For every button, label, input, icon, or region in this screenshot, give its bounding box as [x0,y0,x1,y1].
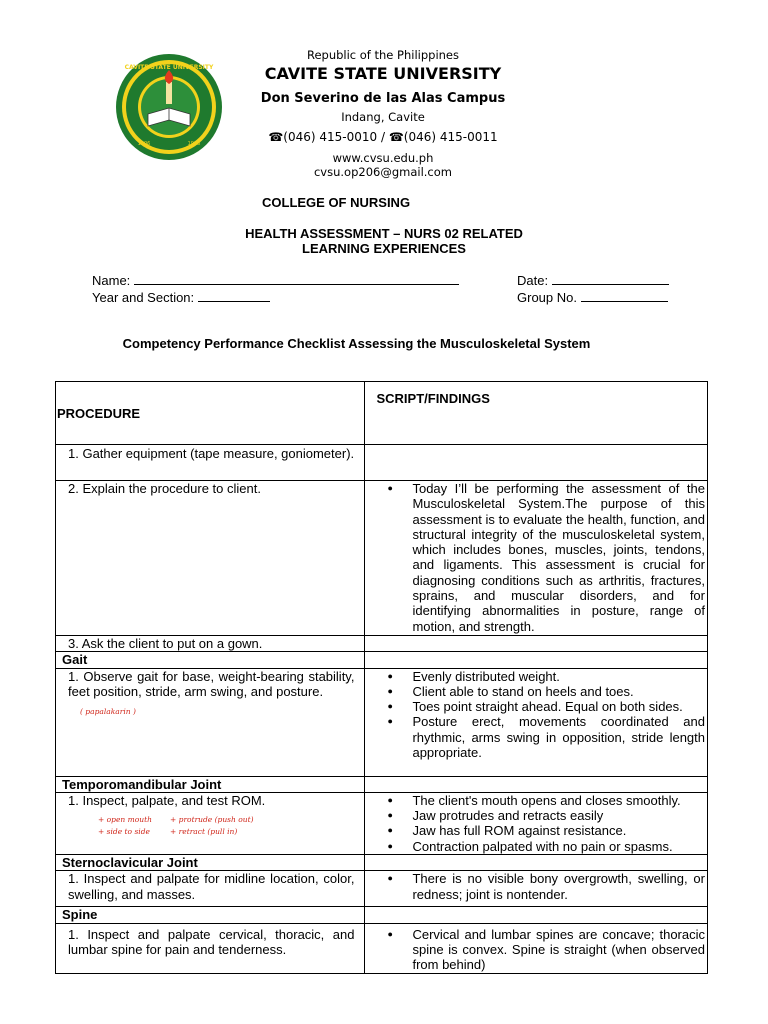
svg-text:CAVITE STATE UNIVERSITY: CAVITE STATE UNIVERSITY [124,64,214,71]
table-row [56,668,708,776]
findings-cell [365,792,708,854]
table-row [56,445,708,481]
finding-item: ● Cervical and lumbar spines are concave; thoracic spine is convex. Spine is straight (when observed from behind) [412,927,705,973]
findings-cell [365,668,708,776]
course-title-line-2: LEARNING EXPERIENCES [302,241,466,256]
section-row [56,907,708,923]
procedure-cell: 2. Explain the procedure to client. [56,481,365,636]
section-row [56,776,708,792]
finding-item: ● Posture erect, movements coordinated and rhythmic, arms swing in opposition, stride length appropriate. [412,714,705,760]
findings-cell [365,871,708,907]
college-name: COLLEGE OF NURSING [262,195,411,210]
date-field [517,272,669,288]
name-input-line[interactable] [134,272,459,285]
section-heading: Spine [56,907,365,923]
handwritten-note: + protrude (push out) [170,815,254,825]
section-heading: Gait [56,652,365,668]
phone-numbers: ☎(046) 415-0010 / ☎(046) 415-0011 [268,130,498,144]
name-label: Name: [92,273,131,288]
checklist-table [55,381,708,974]
header-cell-findings: SCRIPT/FINDINGS [365,382,708,445]
group-field [517,289,668,305]
procedure-cell: 1. Inspect, palpate, and test ROM. + open mouth + side to side + protrude (push out) + retract (pull in) [56,792,365,854]
name-field [92,272,459,288]
year-section-input-line[interactable] [198,289,270,302]
year-section-field [92,289,270,305]
university-name: CAVITE STATE UNIVERSITY [264,64,502,83]
svg-text:1998: 1998 [187,141,201,147]
date-label: Date: [517,273,549,288]
course-title-line-1: HEALTH ASSESSMENT – NURS 02 RELATED [245,226,523,241]
finding-item: ● The client's mouth opens and closes smoothly. [412,793,705,808]
procedure-cell: 3. Ask the client to put on a gown. [56,636,365,652]
campus-name: Don Severino de las Alas Campus [260,91,506,106]
finding-item: ● Jaw has full ROM against resistance. [412,823,705,838]
handwritten-note: + retract (pull in) [170,827,238,837]
website-link[interactable]: www.cvsu.edu.ph [332,151,434,165]
table-row [56,792,708,854]
republic-line: Republic of the Philippines [306,48,460,62]
finding-item: ● Jaw protrudes and retracts easily [412,808,705,823]
finding-item: ● Today I’ll be performing the assessment of the Musculoskeletal System.The purpose of this assessment is to evaluate the health, function, and structural integrity of the musculoskeletal system, which includes bones, muscles, joints, tendons, and ligaments. This assessment is crucial for diagnosing conditions such as arthritis, fractures, sprains, and muscular disorders, and for identifying abnormalities in posture, range of motion, and strength. [412,481,705,634]
section-row [56,652,708,668]
campus-location: Indang, Cavite [341,110,425,124]
finding-item: ● There is no visible bony overgrowth, swelling, or redness; joint is nontender. [412,871,705,902]
table-row [56,871,708,907]
findings-cell [365,636,708,652]
table-row [56,636,708,652]
svg-text:1906: 1906 [137,141,151,147]
year-section-label: Year and Section: [92,290,195,305]
handwritten-note: + side to side [98,827,150,837]
email-link[interactable]: cvsu.op206@gmail.com [313,165,452,179]
finding-item: ● Contraction palpated with no pain or spasms. [412,839,705,854]
procedure-cell: 1. Inspect and palpate cervical, thoracic, and lumbar spine for pain and tenderness. [56,923,365,973]
date-input-line[interactable] [552,272,669,285]
handwritten-note: + open mouth [98,815,152,825]
checklist-title: Competency Performance Checklist Assessing the Musculoskeletal System [122,336,591,351]
findings-cell [365,445,708,481]
findings-cell [365,481,708,636]
procedure-cell: 1. Observe gait for base, weight-bearing stability, feet position, stride, arm swing, and posture. ( papalakarin ) [56,668,365,776]
university-seal-logo [114,52,224,162]
group-label: Group No. [517,290,577,305]
table-row [56,481,708,636]
procedure-cell: 1. Inspect and palpate for midline location, color, swelling, and masses. [56,871,365,907]
header-cell-procedure: PROCEDURE [56,382,365,445]
section-heading: Temporomandibular Joint [56,776,365,792]
procedure-cell: 1. Gather equipment (tape measure, goniometer). [56,445,365,481]
section-heading: Sternoclavicular Joint [56,855,365,871]
table-row [56,923,708,973]
section-row [56,855,708,871]
findings-cell [365,923,708,973]
finding-item: ● Client able to stand on heels and toes. [412,684,705,699]
table-header-row [56,382,708,445]
group-input-line[interactable] [581,289,668,302]
handwritten-note: ( papalakarin ) [80,707,136,717]
finding-item: ● Evenly distributed weight. [412,669,705,684]
finding-item: ● Toes point straight ahead. Equal on both sides. [412,699,705,714]
